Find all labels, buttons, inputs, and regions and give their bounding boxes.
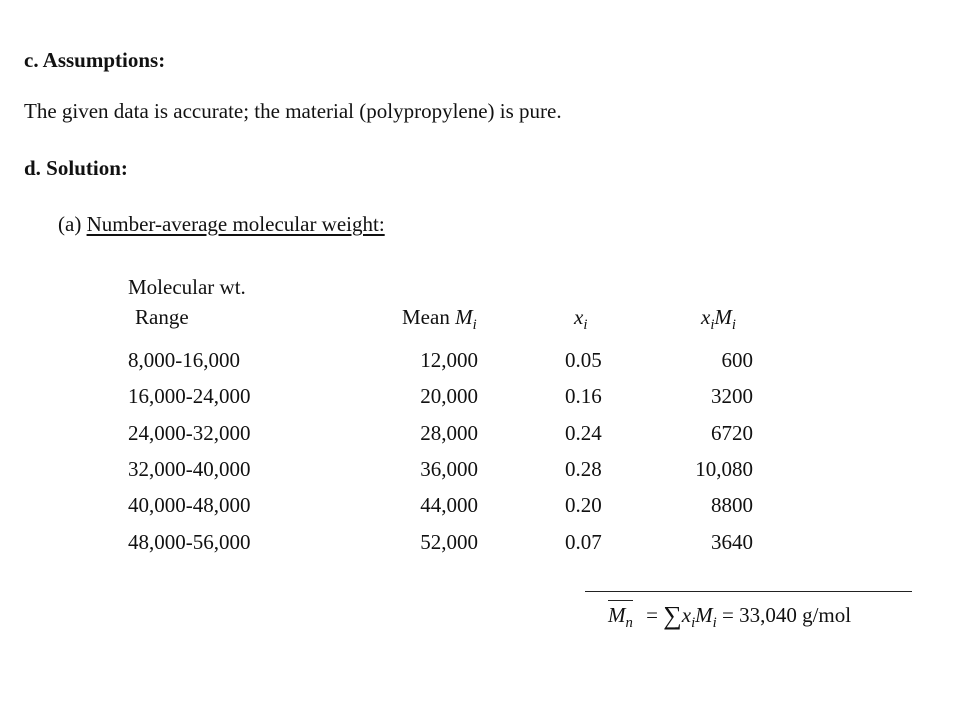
- sigma-symbol: ∑: [663, 601, 682, 630]
- header-x-var: x: [574, 305, 584, 329]
- sum-x-var: x: [681, 603, 692, 627]
- row-xm: 8800: [711, 493, 753, 517]
- row-mean: 52,000: [420, 530, 478, 554]
- row-xm: 10,080: [695, 457, 753, 481]
- part-a-title: Number-average molecular weight:: [86, 212, 385, 236]
- row-mean: 44,000: [420, 493, 478, 517]
- header-x-sub: i: [583, 317, 588, 334]
- row-xm: 3200: [711, 384, 753, 408]
- header-xm-sub2: i: [731, 317, 737, 334]
- assumptions-heading: c. Assumptions:: [24, 48, 166, 72]
- part-a-prefix: (a): [58, 212, 82, 236]
- sum-rule: [585, 591, 912, 592]
- row-range: 48,000-56,000: [128, 530, 251, 554]
- row-range: 32,000-40,000: [128, 457, 251, 481]
- row-mean: 28,000: [420, 421, 478, 445]
- row-range: 24,000-32,000: [128, 421, 251, 445]
- header-x: [574, 305, 588, 334]
- mn-symbol: $M_n$: [608, 603, 633, 632]
- header-mean: [402, 305, 477, 334]
- header-xm-sub1: i: [710, 317, 715, 334]
- header-range-line1: Molecular wt.: [128, 275, 246, 299]
- row-mean: 36,000: [420, 457, 478, 481]
- row-range: 16,000-24,000: [128, 384, 251, 408]
- result-equation: [608, 601, 851, 631]
- row-range: 40,000-48,000: [128, 493, 251, 517]
- row-x: 0.07: [565, 530, 602, 554]
- row-x: 0.24: [565, 421, 602, 445]
- header-mean-sub: i: [472, 317, 477, 334]
- header-xm-var1: x: [701, 305, 711, 329]
- row-xm: 6720: [711, 421, 753, 445]
- solution-heading: d. Solution:: [24, 156, 128, 180]
- sum-x-sub: i: [691, 615, 696, 632]
- row-x: 0.05: [565, 348, 602, 372]
- header-mean-label: Mean: [402, 305, 450, 329]
- header-xm: [701, 305, 737, 334]
- header-xm-var2: M: [714, 305, 732, 329]
- row-range: 8,000-16,000: [128, 348, 240, 372]
- sum-m-sub: i: [712, 615, 717, 632]
- header-range-line2: Range: [135, 305, 189, 329]
- sum-m-var: M: [695, 603, 713, 627]
- row-mean: 20,000: [420, 384, 478, 408]
- row-xm: 3640: [711, 530, 753, 554]
- part-a-label: [58, 212, 385, 237]
- equals-sign-1: =: [646, 603, 658, 627]
- assumptions-text: The given data is accurate; the material (polypropylene) is pure.: [24, 99, 562, 123]
- mn-sub: n: [625, 615, 633, 632]
- equals-sign-2: =: [722, 603, 734, 627]
- header-mean-var: M: [455, 305, 473, 329]
- row-x: 0.16: [565, 384, 602, 408]
- row-mean: 12,000: [420, 348, 478, 372]
- row-x: 0.20: [565, 493, 602, 517]
- result-value: 33,040 g/mol: [739, 603, 852, 627]
- row-xm: 600: [721, 348, 753, 372]
- row-x: 0.28: [565, 457, 602, 481]
